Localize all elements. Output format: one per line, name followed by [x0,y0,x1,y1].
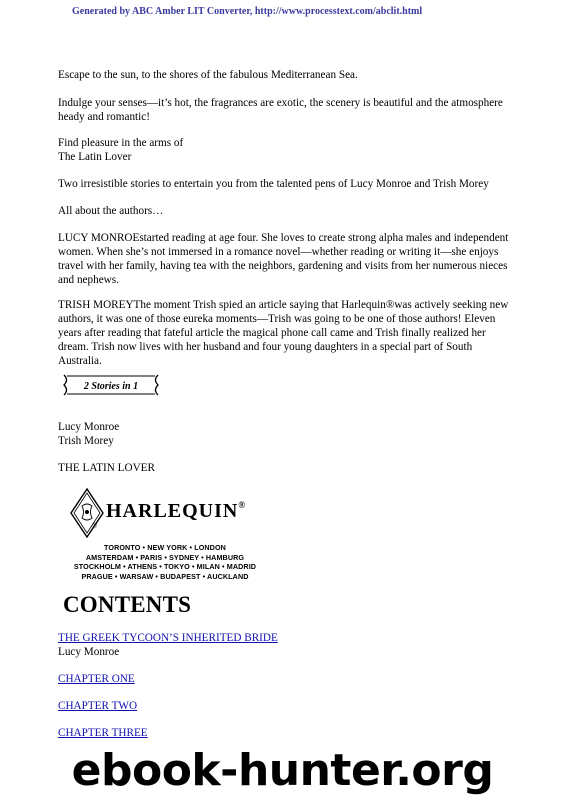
harlequin-diamond-logo-icon [70,488,104,538]
chapter-one-link[interactable]: CHAPTER ONE [58,673,135,685]
publisher-cities [60,543,270,581]
chapter-three-link[interactable]: CHAPTER THREE [58,727,148,739]
intro-paragraph: Escape to the sun, to the shores of the fabulous Mediterranean Sea. [58,69,358,81]
author-trish-morey: Trish Morey [58,435,114,447]
badge-text: 2 Stories in 1 [83,381,139,392]
stories-paragraph: Two irresistible stories to entertain you from the talented pens of Lucy Monroe and Trish Morey [58,178,489,190]
generated-by-header: Generated by ABC Amber LIT Converter, http://www.processtext.com/abclit.html [72,6,423,17]
chapter-two-link[interactable]: CHAPTER TWO [58,700,138,712]
trish-morey-bio: TRISH MOREYThe moment Trish spied an article saying that Harlequin®was actively seeking new authors, it was one of those eureka moments—Trish was going to be one of those authors! Eleven years after reading that fateful article the magical phone call came and Trish finally realized her dream. Trish now lives with her husband and four young daughters in a special part of South Australia. [58,299,509,367]
pleasure-line: Find pleasure in the arms of [58,137,184,149]
author-lucy-monroe: Lucy Monroe [58,421,120,433]
contents-heading: CONTENTS [63,592,192,617]
cities-line: PRAGUE • WARSAW • BUDAPEST • AUCKLAND [81,571,249,581]
authors-heading: All about the authors… [58,205,164,217]
story-link-greek-tycoon[interactable]: THE GREEK TYCOON’S INHERITED BRIDE [58,632,278,644]
watermark: ebook-hunter.org [71,745,494,796]
harlequin-wordmark: HARLEQUIN® [106,500,247,522]
book-title: THE LATIN LOVER [58,462,155,474]
cities-line: TORONTO • NEW YORK • LONDON [104,543,226,552]
latin-lover-line: The Latin Lover [58,151,132,163]
story-author: Lucy Monroe [58,646,120,658]
lucy-monroe-bio: LUCY MONROEstarted reading at age four. She loves to create strong alpha males and independent women. When she’s not immersed in a romance novel—whether reading or writing it—she enjoys travel with her family, having tea with the neighbors, gardening and visits from her numerous nieces and nephews. [58,232,509,286]
cities-line: STOCKHOLM • ATHENS • TOKYO • MILAN • MADRID [73,562,257,572]
two-stories-badge [60,373,162,397]
senses-paragraph: Indulge your senses—it’s hot, the fragrances are exotic, the scenery is beautiful and the atmosphere heady and romantic! [58,97,503,123]
cities-line: AMSTERDAM • PARIS • SYDNEY • HAMBURG [85,552,245,562]
logo-registered-mark: ® [92,522,98,530]
